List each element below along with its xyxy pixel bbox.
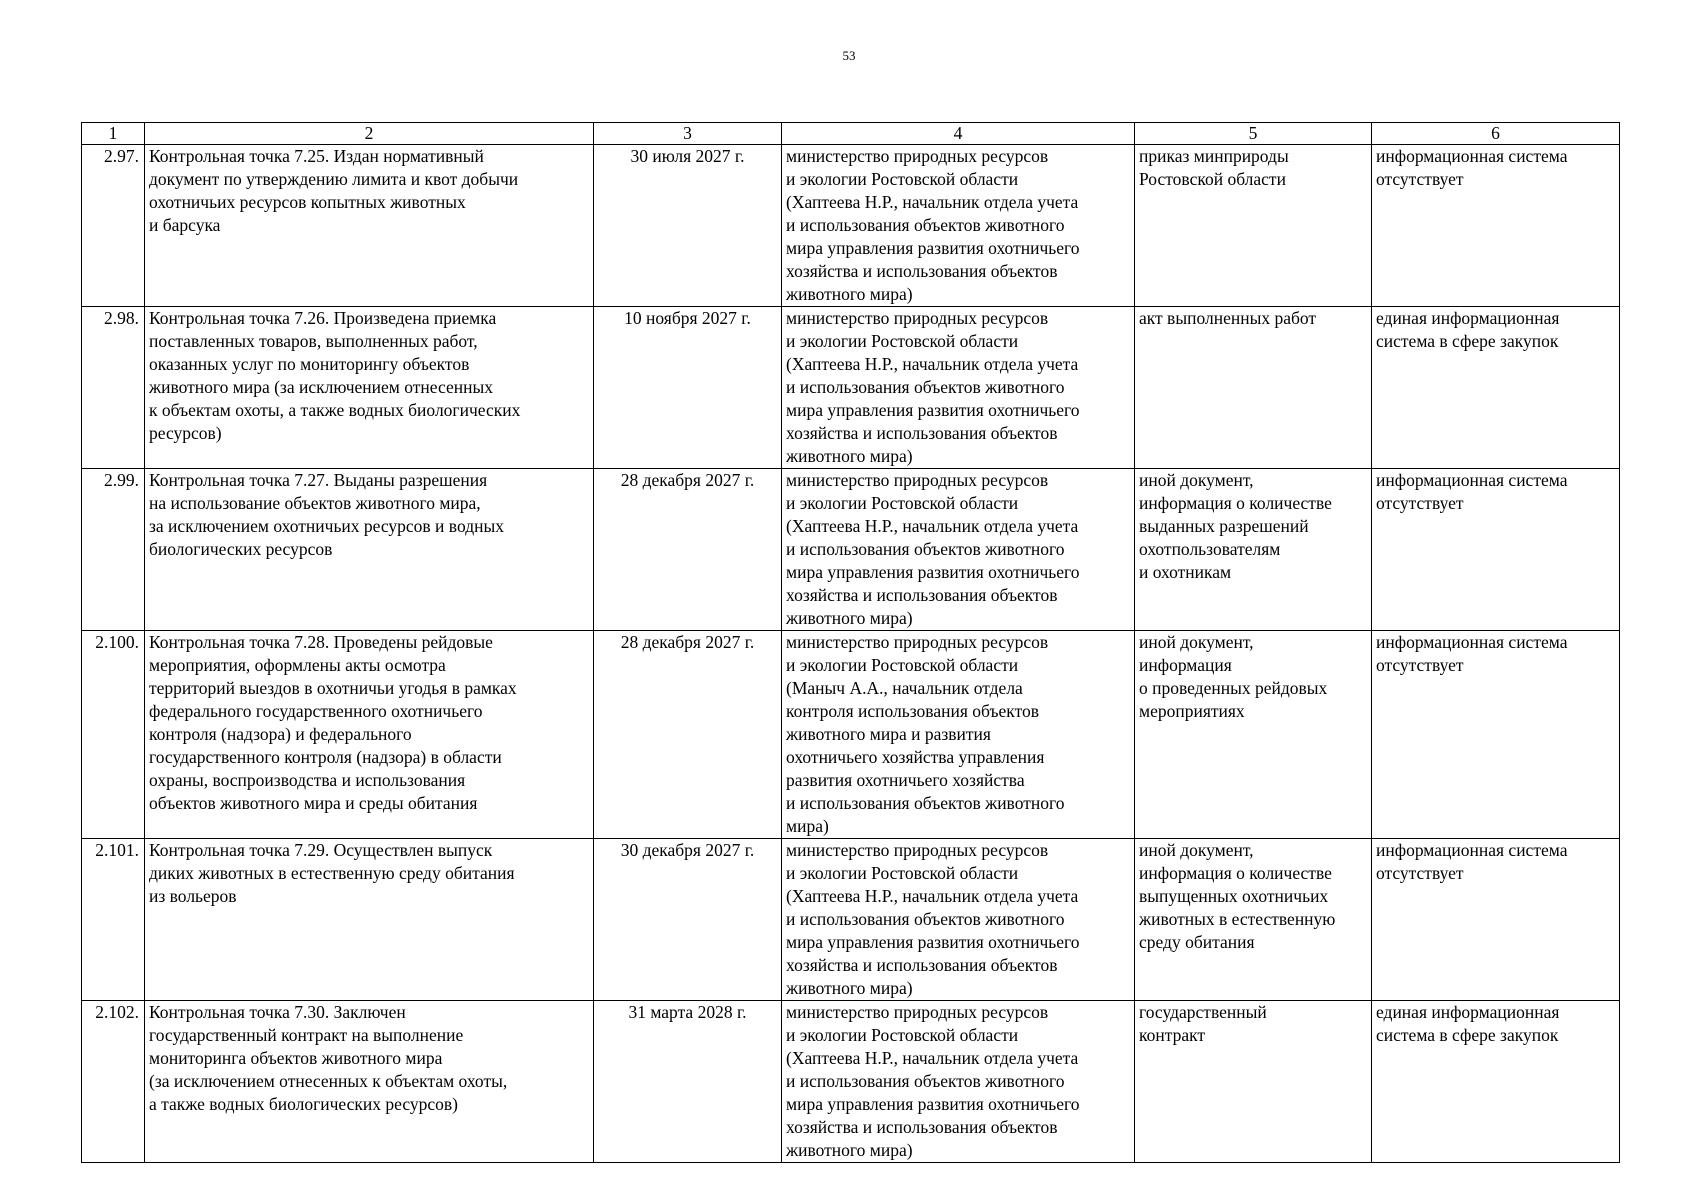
row-number: 2.99. [82,469,145,631]
column-header: 3 [594,123,782,145]
table-row [82,307,1620,469]
control-point-name: Контрольная точка 7.27. Выданы разрешения на использование объектов животного мира, за исключением охотничьих ресурсов и водных биологических ресурсов [145,469,594,631]
control-point-name: Контрольная точка 7.29. Осуществлен выпуск диких животных в естественную среду обитания из вольеров [145,839,594,1001]
responsible-executor: министерство природных ресурсов и экологии Ростовской области (Хаптеева Н.Р., начальник отдела учета и использования объектов животного мира управления развития охотничьего хозяйства и использования объектов животного мира) [782,839,1135,1001]
confirming-document: акт выполненных работ [1135,307,1372,469]
information-system: информационная система отсутствует [1372,631,1620,839]
control-point-name: Контрольная точка 7.25. Издан нормативный документ по утверждению лимита и квот добычи охотничьих ресурсов копытных животных и барсука [145,145,594,307]
responsible-executor: министерство природных ресурсов и экологии Ростовской области (Хаптеева Н.Р., начальник отдела учета и использования объектов животного мира управления развития охотничьего хозяйства и использования объектов животного мира) [782,1001,1135,1163]
table-row [82,839,1620,1001]
information-system: информационная система отсутствует [1372,839,1620,1001]
page-number: 53 [842,48,856,63]
control-point-name: Контрольная точка 7.26. Произведена приемка поставленных товаров, выполненных работ, оказанных услуг по мониторингу объектов животного мира (за исключением отнесенных к объектам охоты, а также водных биологических ресурсов) [145,307,594,469]
table-row [82,631,1620,839]
row-number: 2.100. [82,631,145,839]
column-number-row [82,123,1620,145]
row-number: 2.98. [82,307,145,469]
table-row [82,1001,1620,1163]
confirming-document: приказ минприроды Ростовской области [1135,145,1372,307]
responsible-executor: министерство природных ресурсов и экологии Ростовской области (Хаптеева Н.Р., начальник отдела учета и использования объектов животного мира управления развития охотничьего хозяйства и использования объектов животного мира) [782,307,1135,469]
confirming-document: государственный контракт [1135,1001,1372,1163]
responsible-executor: министерство природных ресурсов и экологии Ростовской области (Хаптеева Н.Р., начальник отдела учета и использования объектов животного мира управления развития охотничьего хозяйства и использования объектов животного мира) [782,469,1135,631]
deadline-date: 28 декабря 2027 г. [594,469,782,631]
responsible-executor: министерство природных ресурсов и экологии Ростовской области (Хаптеева Н.Р., начальник отдела учета и использования объектов животного мира управления развития охотничьего хозяйства и использования объектов животного мира) [782,145,1135,307]
confirming-document: иной документ, информация о количестве выпущенных охотничьих животных в естественную среду обитания [1135,839,1372,1001]
column-header: 6 [1372,123,1620,145]
deadline-date: 30 июля 2027 г. [594,145,782,307]
column-header: 5 [1135,123,1372,145]
column-header: 2 [145,123,594,145]
table-row [82,469,1620,631]
information-system: единая информационная система в сфере закупок [1372,1001,1620,1163]
row-number: 2.102. [82,1001,145,1163]
deadline-date: 10 ноября 2027 г. [594,307,782,469]
control-point-name: Контрольная точка 7.28. Проведены рейдовые мероприятия, оформлены акты осмотра территорий выездов в охотничьи угодья в рамках федерального государственного охотничьего контроля (надзора) и федерального государственного контроля (надзора) в области охраны, воспроизводства и использования объектов животного мира и среды обитания [145,631,594,839]
confirming-document: иной документ, информация о проведенных рейдовых мероприятиях [1135,631,1372,839]
responsible-executor: министерство природных ресурсов и экологии Ростовской области (Маныч А.А., начальник отдела контроля использования объектов животного мира и развития охотничьего хозяйства управления развития охотничьего хозяйства и использования объектов животного мира) [782,631,1135,839]
deadline-date: 28 декабря 2027 г. [594,631,782,839]
table-row [82,145,1620,307]
information-system: информационная система отсутствует [1372,145,1620,307]
row-number: 2.101. [82,839,145,1001]
column-header: 1 [82,123,145,145]
control-point-name: Контрольная точка 7.30. Заключен государственный контракт на выполнение мониторинга объектов животного мира (за исключением отнесенных к объектам охоты, а также водных биологических ресурсов) [145,1001,594,1163]
deadline-date: 31 марта 2028 г. [594,1001,782,1163]
deadline-date: 30 декабря 2027 г. [594,839,782,1001]
control-points-table [81,122,1620,1163]
confirming-document: иной документ, информация о количестве выданных разрешений охотпользователям и охотникам [1135,469,1372,631]
column-header: 4 [782,123,1135,145]
information-system: информационная система отсутствует [1372,469,1620,631]
row-number: 2.97. [82,145,145,307]
information-system: единая информационная система в сфере закупок [1372,307,1620,469]
